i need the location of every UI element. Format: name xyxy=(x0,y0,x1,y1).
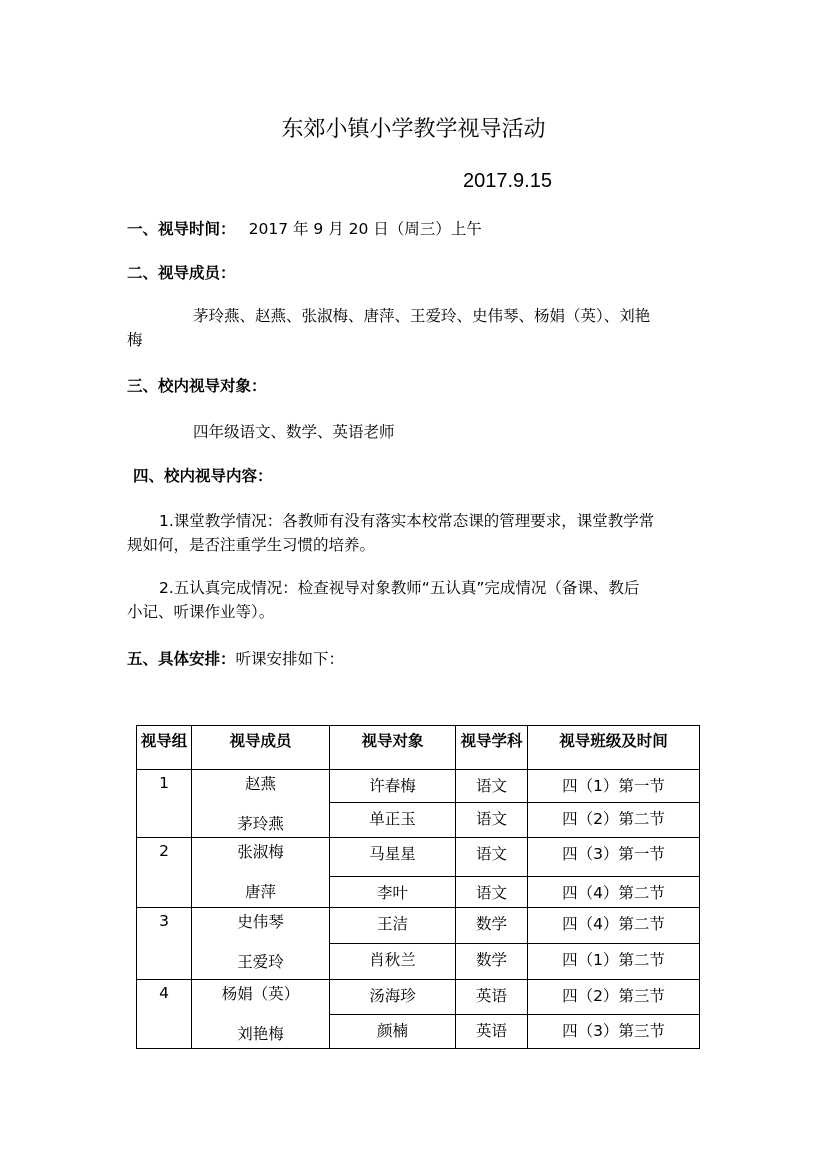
content-item2-line2: 小记、听课作业等）。 xyxy=(127,603,275,621)
group-number: 2 xyxy=(137,838,192,908)
target-teacher: 肖秋兰 xyxy=(330,944,456,980)
member-name: 刘艳梅 xyxy=(237,1025,284,1043)
class-time: 四（2）第三节 xyxy=(528,980,700,1015)
group-members xyxy=(192,770,330,838)
class-time: 四（2）第二节 xyxy=(528,803,700,838)
class-time: 四（3）第一节 xyxy=(528,838,700,877)
section-targets-text: 四年级语文、数学、英语老师 xyxy=(193,423,395,441)
content-item2-line1: 2.五认真完成情况：检查视导对象教师“五认真”完成情况（备课、教后 xyxy=(159,579,640,597)
content-item1-line2: 规如何，是否注重学生习惯的培养。 xyxy=(127,536,376,554)
member-name: 茅玲燕 xyxy=(237,815,284,833)
group-members xyxy=(192,980,330,1049)
target-teacher: 马星星 xyxy=(330,838,456,877)
header-target: 视导对象 xyxy=(330,726,456,770)
member-name: 史伟琴 xyxy=(237,913,284,931)
group-members xyxy=(192,908,330,980)
subject: 数学 xyxy=(456,944,528,980)
header-subject: 视导学科 xyxy=(456,726,528,770)
subject: 语文 xyxy=(456,770,528,803)
target-teacher: 颜楠 xyxy=(330,1015,456,1049)
target-teacher: 许春梅 xyxy=(330,770,456,803)
subject: 语文 xyxy=(456,803,528,838)
section-arrangement-heading: 五、具体安排： xyxy=(127,650,236,668)
section-targets-heading: 三、校内视导对象： xyxy=(127,377,267,395)
document-title: 东郊小镇小学教学视导活动 xyxy=(281,117,546,142)
table-header-row xyxy=(137,726,700,770)
member-name: 杨娟（英） xyxy=(221,985,300,1003)
target-teacher: 单正玉 xyxy=(330,803,456,838)
header-members: 视导成员 xyxy=(192,726,330,770)
section-content-heading: 四、校内视导内容： xyxy=(133,467,273,485)
section-arrangement-text: 听课安排如下： xyxy=(235,650,345,668)
header-class-time: 视导班级及时间 xyxy=(528,726,700,770)
section-time-text: 2017 年 9 月 20 日（周三）上午 xyxy=(248,220,482,238)
group-number: 4 xyxy=(137,980,192,1049)
class-time: 四（1）第一节 xyxy=(528,770,700,803)
target-teacher: 汤海珍 xyxy=(330,980,456,1015)
section-time xyxy=(127,217,482,239)
section-time-heading: 一、视导时间： xyxy=(127,220,236,238)
group-members xyxy=(192,838,330,908)
member-name: 唐萍 xyxy=(244,883,276,901)
subject: 数学 xyxy=(456,908,528,944)
section-members-heading: 二、视导成员： xyxy=(127,264,236,282)
group-number: 3 xyxy=(137,908,192,980)
class-time: 四（3）第三节 xyxy=(528,1015,700,1049)
table-row xyxy=(137,770,700,803)
member-name: 张淑梅 xyxy=(237,843,284,861)
schedule-table xyxy=(136,725,700,1049)
class-time: 四（1）第二节 xyxy=(528,944,700,980)
section-members-line1: 茅玲燕、赵燕、张淑梅、唐萍、王爱玲、史伟琴、杨娟（英）、刘艳 xyxy=(193,307,651,325)
header-group: 视导组 xyxy=(137,726,192,770)
member-name: 赵燕 xyxy=(244,775,276,793)
subject: 语文 xyxy=(456,838,528,877)
member-name: 王爱玲 xyxy=(237,953,284,971)
subject: 语文 xyxy=(456,877,528,908)
class-time: 四（4）第二节 xyxy=(528,877,700,908)
table-row xyxy=(137,838,700,877)
subject: 英语 xyxy=(456,980,528,1015)
subject: 英语 xyxy=(456,1015,528,1049)
content-item1-line1: 1.课堂教学情况：各教师有没有落实本校常态课的管理要求，课堂教学常 xyxy=(159,512,655,530)
table-row xyxy=(137,908,700,944)
section-arrangement xyxy=(127,647,344,669)
target-teacher: 李叶 xyxy=(330,877,456,908)
target-teacher: 王洁 xyxy=(330,908,456,944)
table-row xyxy=(137,980,700,1015)
section-members-line2: 梅 xyxy=(127,331,143,349)
group-number: 1 xyxy=(137,770,192,838)
class-time: 四（4）第二节 xyxy=(528,908,700,944)
document-date: 2017.9.15 xyxy=(463,170,552,192)
